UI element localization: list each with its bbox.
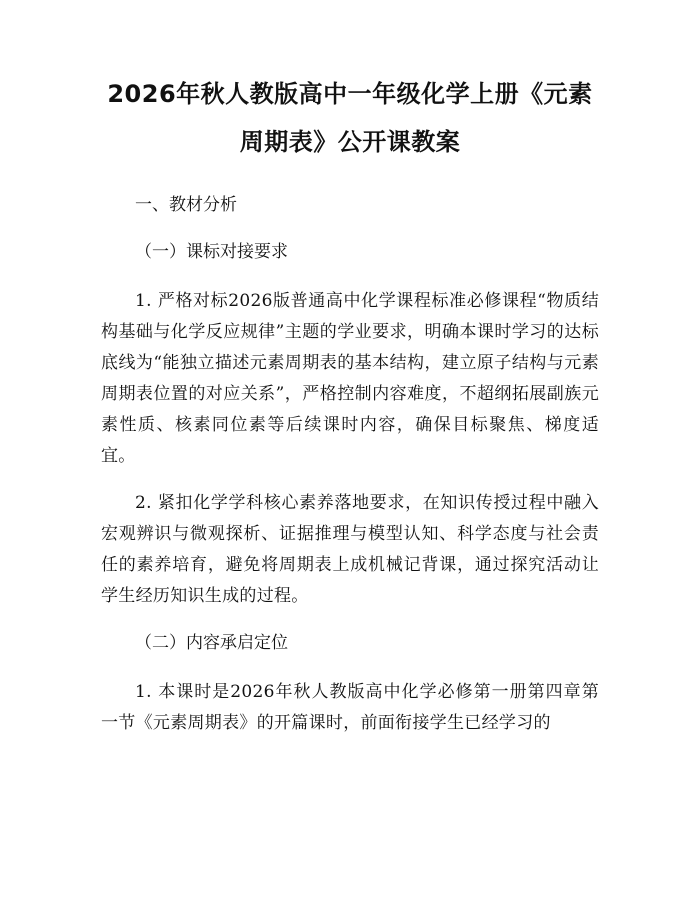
section-heading-textbook-analysis: 一、教材分析	[135, 195, 237, 215]
paragraph-curriculum-1: 1. 严格对标2026版普通高中化学课程标准必修课程“物质结构基础与化学反应规律”主题的学业要求，明确本课时学习的达标底线为“能独立描述元素周期表的基本结构，建立原子结构与元素周期表位置的对应关系”，严格控制内容难度，不超纲拓展副族元素性质、核素同位素等后续课时内容，确保目标聚焦、梯度适宜。	[101, 291, 599, 466]
paragraph-content-position-1: 1. 本课时是2026年秋人教版高中化学必修第一册第四章第一节《元素周期表》的开篇课时，前面衔接学生已经学习的	[101, 682, 599, 733]
title-line-2: 周期表》公开课教案	[239, 128, 461, 156]
subsection-heading-curriculum: （一）课标对接要求	[135, 242, 288, 262]
document-body	[101, 190, 599, 739]
paragraph-curriculum-2: 2. 紧扣化学学科核心素养落地要求，在知识传授过程中融入宏观辨识与微观探析、证据推理与模型认知、科学态度与社会责任的素养培育，避免将周期表上成机械记背课，通过探究活动让学生经历知识生成的过程。	[101, 493, 599, 606]
document-title	[101, 70, 599, 166]
subsection-heading-content-position: （二）内容承启定位	[135, 633, 288, 653]
title-line-1: 2026年秋人教版高中一年级化学上册《元素	[107, 80, 593, 108]
